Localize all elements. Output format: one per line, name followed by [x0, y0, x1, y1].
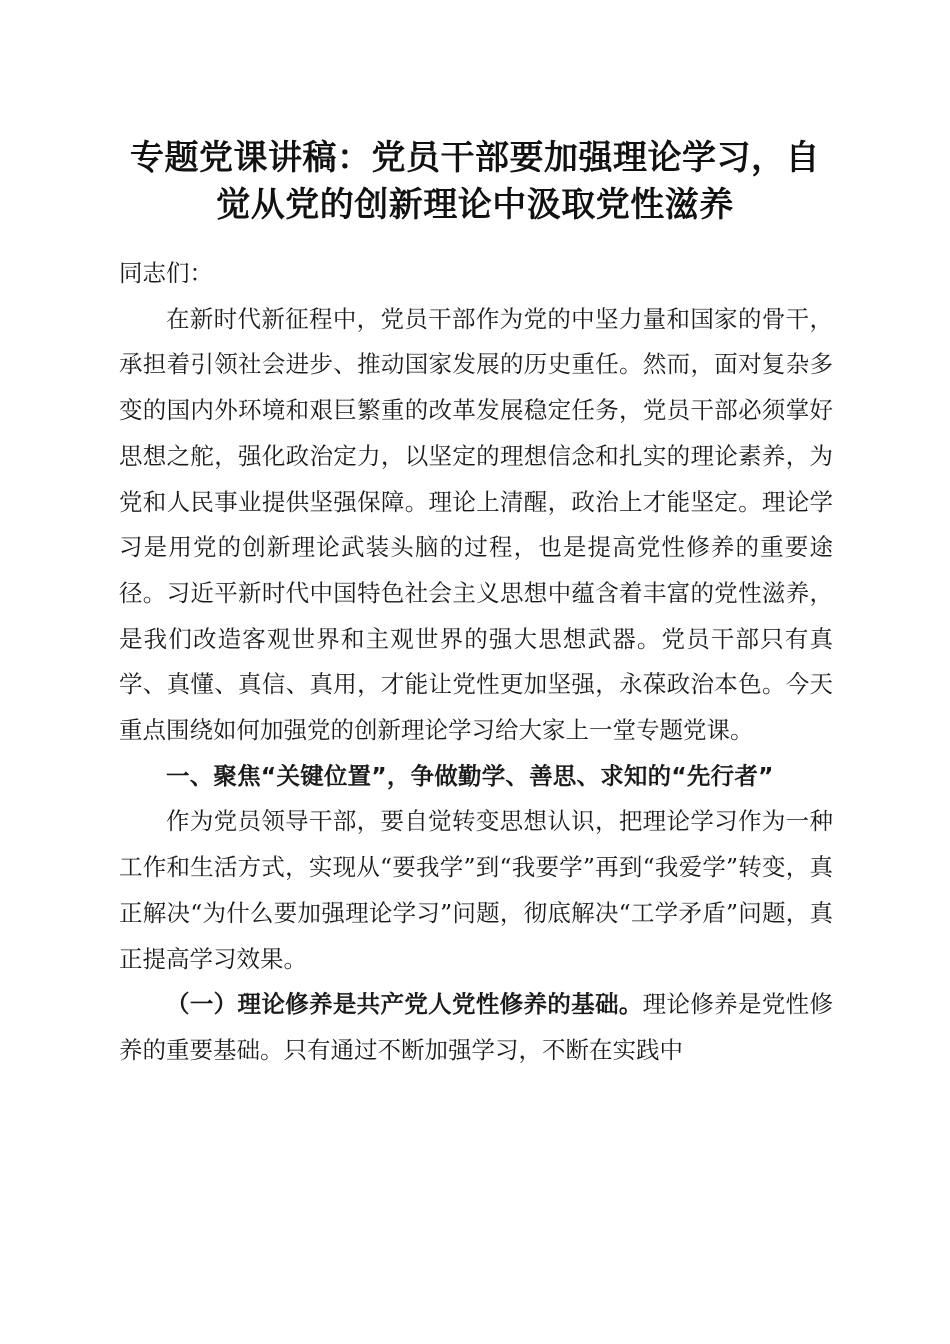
document-title: [110, 135, 840, 229]
subsection-1-text: 理论修养是党性修养的重要基础。只有通过不断加强学习，不断在实践中: [119, 990, 834, 1064]
subsection-1-lead: （一）理论修养是共产党人党性修养的基础。: [166, 990, 643, 1019]
section-1-paragraph: 作为党员领导干部，要自觉转变思想认识，把理论学习作为一种工作和生活方式，实现从“要我学”到“我要学”再到“我爱学”转变，真正解决“为什么要加强理论学习”问题，彻底解决“工学矛盾”问题，真正提高学习效果。: [119, 807, 833, 973]
greeting: 同志们：: [119, 259, 213, 287]
title-line-1: 专题党课讲稿：党员干部要加强理论学习，自: [130, 138, 820, 178]
title-line-2: 觉从党的创新理论中汲取党性滋养: [216, 185, 734, 225]
subsection-1-paragraph: [119, 982, 833, 1073]
document-body: [119, 251, 833, 1074]
section-heading-1: 一、聚焦“关键位置”，争做勤学、善思、求知的“先行者”: [166, 761, 774, 790]
intro-paragraph: 在新时代新征程中，党员干部作为党的中坚力量和国家的骨干，承担着引领社会进步、推动国家发展的历史重任。然而，面对复杂多变的国内外环境和艰巨繁重的改革发展稳定任务，党员干部必须掌好思想之舵，强化政治定力，以坚定的理想信念和扎实的理论素养，为党和人民事业提供坚强保障。理论上清醒，政治上才能坚定。理论学习是用党的创新理论武装头脑的过程，也是提高党性修养的重要途径。习近平新时代中国特色社会主义思想中蕴含着丰富的党性滋养，是我们改造客观世界和主观世界的强大思想武器。党员干部只有真学、真懂、真信、真用，才能让党性更加坚强，永葆政治本色。今天重点围绕如何加强党的创新理论学习给大家上一堂专题党课。: [119, 304, 833, 745]
